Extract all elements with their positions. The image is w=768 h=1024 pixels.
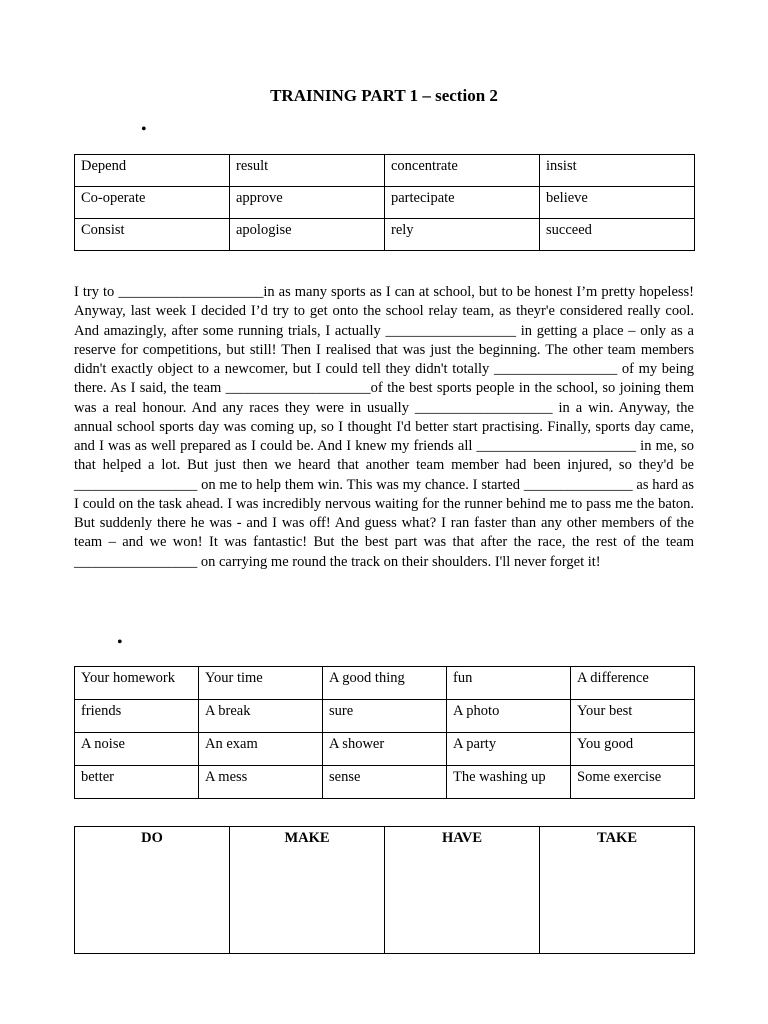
table-cell: friends: [75, 700, 199, 733]
table-cell: sure: [323, 700, 447, 733]
category-table: [74, 826, 695, 954]
table-row: [75, 766, 695, 799]
table-row: [75, 827, 695, 954]
table-cell: A good thing: [323, 667, 447, 700]
category-make: MAKE: [230, 827, 385, 954]
word-table-verbs: [74, 154, 695, 251]
table-cell: Consist: [75, 219, 230, 251]
table-cell: Your homework: [75, 667, 199, 700]
gap-fill-passage: I try to ____________________in as many sports as I can at school, but to be honest I’m pretty hopeless! Anyway, last week I decided I’d try to get onto the school relay team, as theyr'e considered really cool. And amazingly, after some running trials, I actually __________________ in getting a place – only as a reserve for competitions, but still! Then I realised that was just the beginning. The other team members didn't exactly object to a newcomer, but I could tell they didn't totally _________________ of my being there. As I said, the team ____________________of the best sports people in the school, so joining them was a real honour. And any races they were in usually ___________________ in a win. Anyway, the annual school sports day was coming up, so I thought I'd better start practising. Finally, sports day came, and I was as well prepared as I could be. And I knew my friends all ______________________ in me, so that helped a lot. But just then we heard that another team member had been injured, so they'd be _________________ on me to help them win. This was my chance. I started _______________ as hard as I could on the task ahead. I was incredibly nervous waiting for the runner behind me to pass me the baton. But suddenly there he was - and I was off! And guess what? I ran faster than any other members of the team – and we won! It was fantastic! But the best part was that after the race, the rest of the team _________________ on carrying me round the track on their shoulders. I'll never forget it!: [74, 284, 694, 570]
table-cell: partecipate: [385, 187, 540, 219]
table-cell: A party: [447, 733, 571, 766]
table-cell: Some exercise: [571, 766, 695, 799]
table-row: [75, 700, 695, 733]
table-cell: A break: [199, 700, 323, 733]
page-title: TRAINING PART 1 – section 2: [270, 86, 498, 105]
table-cell: A photo: [447, 700, 571, 733]
table-cell: result: [230, 155, 385, 187]
table-row: [75, 667, 695, 700]
table-cell: A difference: [571, 667, 695, 700]
table-cell: An exam: [199, 733, 323, 766]
table-cell: A mess: [199, 766, 323, 799]
table-cell: A noise: [75, 733, 199, 766]
table-cell: concentrate: [385, 155, 540, 187]
table-cell: You good: [571, 733, 695, 766]
table-cell: apologise: [230, 219, 385, 251]
table-cell: succeed: [540, 219, 695, 251]
table-cell: believe: [540, 187, 695, 219]
table-row: [75, 733, 695, 766]
table-cell: better: [75, 766, 199, 799]
category-have: HAVE: [385, 827, 540, 954]
category-take: TAKE: [540, 827, 695, 954]
table-cell: insist: [540, 155, 695, 187]
table-cell: approve: [230, 187, 385, 219]
table-cell: rely: [385, 219, 540, 251]
table-cell: Your best: [571, 700, 695, 733]
table-cell: sense: [323, 766, 447, 799]
table-cell: The washing up: [447, 766, 571, 799]
bullet-point: •: [117, 634, 123, 651]
table-cell: A shower: [323, 733, 447, 766]
table-row: [75, 219, 695, 251]
table-cell: Depend: [75, 155, 230, 187]
table-row: [75, 187, 695, 219]
table-cell: Co-operate: [75, 187, 230, 219]
table-row: [75, 155, 695, 187]
word-table-collocations: [74, 666, 695, 799]
table-cell: Your time: [199, 667, 323, 700]
table-cell: fun: [447, 667, 571, 700]
bullet-point: •: [141, 121, 147, 138]
category-do: DO: [75, 827, 230, 954]
